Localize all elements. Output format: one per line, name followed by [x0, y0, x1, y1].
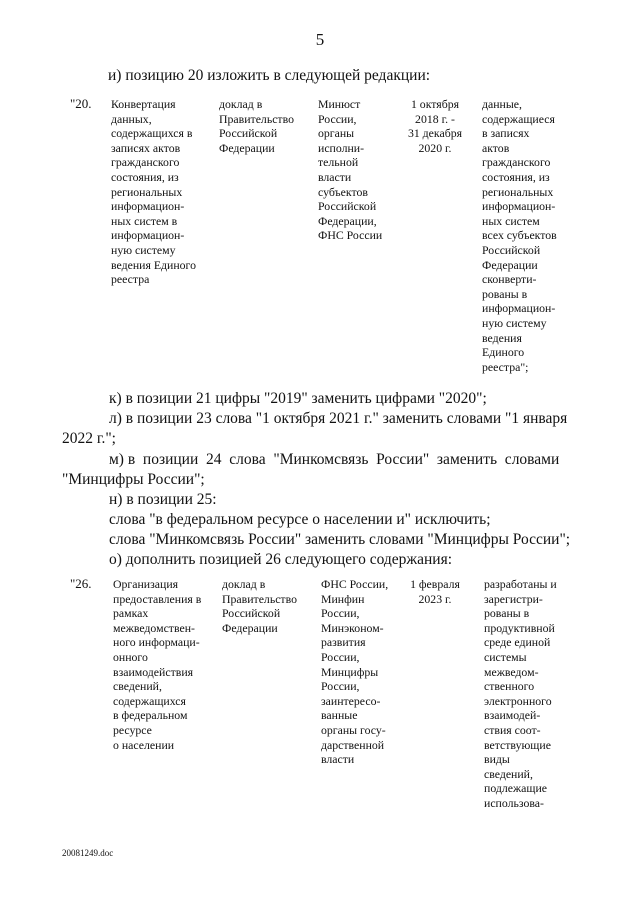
page-number: 5 [315, 30, 325, 49]
item-n-sub1: слова "в федеральном ресурсе о населении и" исключить; [109, 511, 491, 528]
item-i: и) позицию 20 изложить в следующей редакции: [108, 67, 431, 84]
row20-result: данные, содержащиеся в записях актов гражданского состояния, из региональных информацион- ных систем всех субъектов Российской Федерации сконверти- рованы в информацион- ную систему ведения Единого реестра"; [482, 97, 557, 374]
row20-responsible: Минюст России, органы исполни- тельной власти субъектов Российской Федерации, ФНС России [318, 97, 383, 243]
item-n-sub2: слова "Минкомсвязь России" заменить словами "Минцифры России"; [109, 531, 571, 548]
item-l-line1: л) в позиции 23 слова "1 октября 2021 г." заменить словами "1 января [109, 410, 568, 427]
row26-document: доклад в Правительство Российской Федерации [222, 577, 297, 635]
footer-filename: 20081249.doc [62, 848, 114, 858]
row20-name: Конвертация данных, содержащихся в записях актов гражданского состояния, из региональных информацион- ных систем в информацион- ную систему ведения Единого реестра [111, 97, 196, 287]
item-n: н) в позиции 25: [109, 491, 217, 508]
row20-number: "20. [70, 96, 92, 111]
row26-number: "26. [70, 576, 92, 591]
row26-responsible: ФНС России, Минфин России, Минэконом- развития России, Минцифры России, заинтересо- ванные органы госу- дарственной власти [321, 577, 389, 767]
item-l-line2: 2022 г."; [62, 430, 116, 447]
item-m-line1: м) в позиции 24 слова "Минкомсвязь России" заменить словами [109, 451, 560, 468]
row26-result: разработаны и зарегистри- рованы в продуктивной среде единой системы межведом- ственного электронного взаимодей- ствия соот- ветствующие виды сведений, подлежащие использова- [484, 577, 557, 810]
row26-name: Организация предоставления в рамках межведомствен- ного информаци- онного взаимодействия сведений, содержащихся в федеральном ресурсе о населении [113, 577, 202, 752]
item-o: о) дополнить позицией 26 следующего содержания: [109, 551, 453, 568]
item-m-line2: "Минцифры России"; [62, 471, 205, 488]
row26-date: 1 февраля 2023 г. [410, 577, 460, 606]
row20-date: 1 октября 2018 г. - 31 декабря 2020 г. [407, 97, 463, 155]
row20-document: доклад в Правительство Российской Федерации [219, 97, 294, 155]
item-k: к) в позиции 21 цифры "2019" заменить цифрами "2020"; [109, 390, 487, 407]
